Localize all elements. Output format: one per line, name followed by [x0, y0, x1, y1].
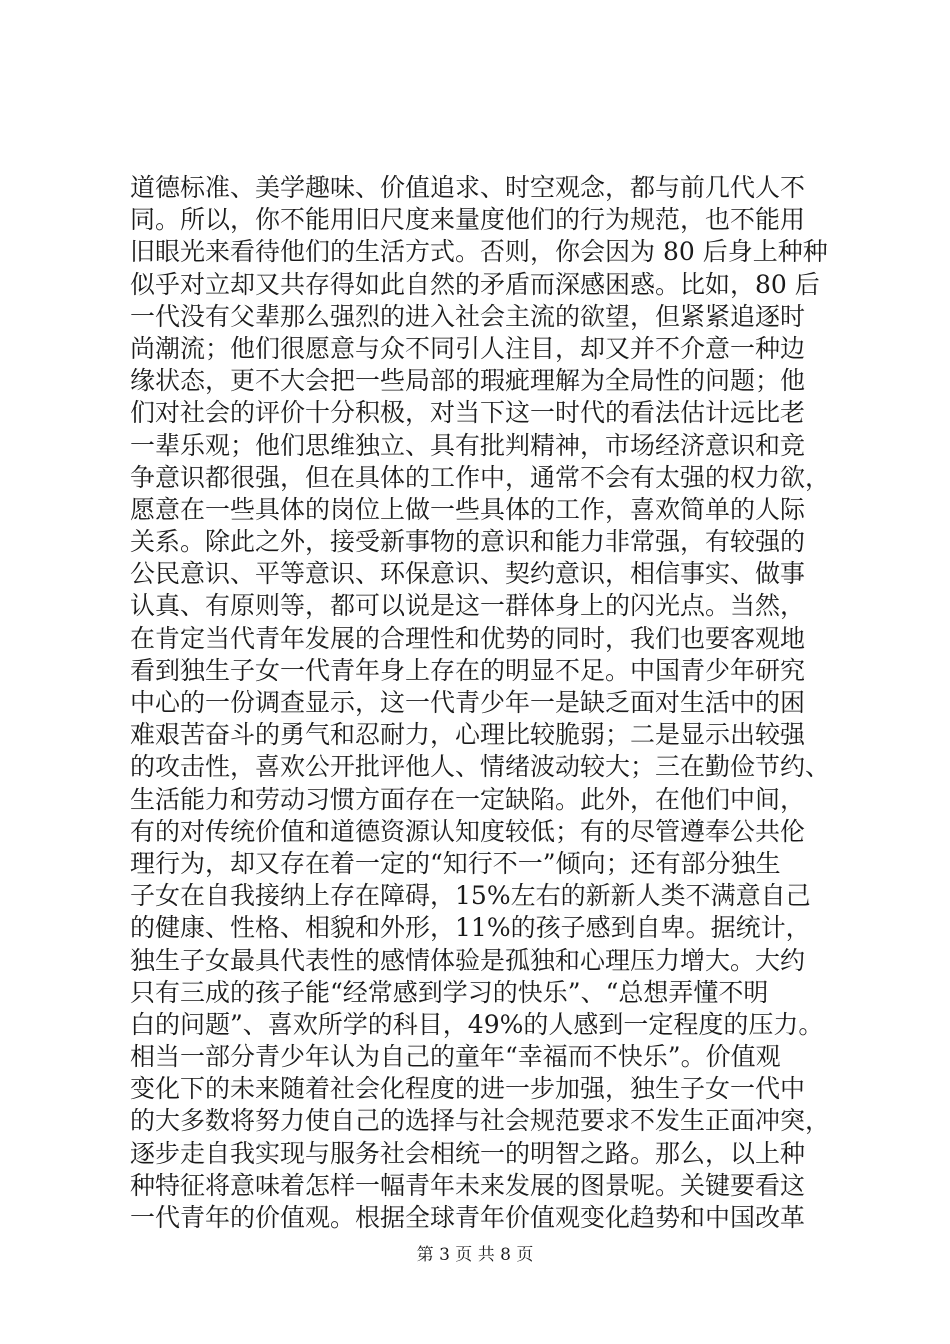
text-line: 的大多数将努力使自己的选择与社会规范要求不发生正面冲突，	[130, 1106, 831, 1136]
text-line: 看到独生子女一代青年身上存在的明显不足。中国青少年研究	[130, 655, 806, 685]
page-footer: 第 3 页 共 8 页	[416, 1245, 534, 1265]
text-line: 缘状态，更不大会把一些局部的瑕疵理解为全局性的问题；他	[130, 366, 806, 396]
text-line: 种特征将意味着怎样一幅青年未来发展的图景呢。关键要看这	[130, 1170, 806, 1200]
text-line: 子女在自我接纳上存在障碍，15%左右的新新人类不满意自己	[130, 881, 811, 911]
text-line: 认真、有原则等，都可以说是这一群体身上的闪光点。当然，	[130, 591, 806, 621]
text-line: 白的问题”、喜欢所学的科目，49%的人感到一定程度的压力。	[130, 1009, 824, 1039]
text-line: 只有三成的孩子能“经常感到学习的快乐”、“总想弄懂不明	[130, 977, 769, 1007]
text-line: 一代青年的价值观。根据全球青年价值观变化趋势和中国改革	[130, 1203, 806, 1232]
text-line: 难艰苦奋斗的勇气和忍耐力，心理比较脆弱；二是显示出较强	[130, 720, 806, 750]
text-line: 理行为，却又存在着一定的“知行不一”倾向；还有部分独生	[130, 848, 781, 878]
text-line: 一代没有父辈那么强烈的进入社会主流的欲望，但紧紧追逐时	[130, 301, 806, 331]
text-line: 旧眼光来看待他们的生活方式。否则，你会因为 80 后身上种种	[130, 237, 828, 267]
text-line: 逐步走自我实现与服务社会相统一的明智之路。那么，以上种	[130, 1138, 806, 1168]
text-line: 的攻击性，喜欢公开批评他人、情绪波动较大；三在勤俭节约、	[130, 752, 831, 782]
text-line: 关系。除此之外，接受新事物的意识和能力非常强，有较强的	[130, 527, 806, 557]
text-line: 中心的一份调查显示，这一代青少年一是缺乏面对生活中的困	[130, 688, 806, 717]
text-line: 们对社会的评价十分积极，对当下这一时代的看法估计远比老	[130, 398, 806, 428]
text-line: 似乎对立却又共存得如此自然的矛盾而深感困惑。比如，80 后	[130, 269, 820, 299]
text-line: 一辈乐观；他们思维独立、具有批判精神，市场经济意识和竞	[130, 430, 806, 460]
text-line: 生活能力和劳动习惯方面存在一定缺陷。此外，在他们中间，	[130, 784, 806, 814]
text-line: 愿意在一些具体的岗位上做一些具体的工作，喜欢简单的人际	[130, 494, 806, 524]
text-line: 相当一部分青少年认为自己的童年“幸福而不快乐”。价值观	[130, 1042, 781, 1072]
text-line: 变化下的未来随着社会化程度的进一步加强，独生子女一代中	[130, 1074, 806, 1104]
text-line: 道德标准、美学趣味、价值追求、时空观念，都与前几代人不	[130, 173, 806, 202]
body-paragraph	[130, 172, 830, 1234]
text-line: 在肯定当代青年发展的合理性和优势的同时，我们也要客观地	[130, 623, 806, 653]
text-line: 的健康、性格、相貌和外形，11%的孩子感到自卑。据统计，	[130, 913, 811, 943]
text-line: 独生子女最具代表性的感情体验是孤独和心理压力增大。大约	[130, 945, 806, 975]
text-line: 争意识都很强，但在具体的工作中，通常不会有太强的权力欲，	[130, 462, 831, 492]
text-line: 公民意识、平等意识、环保意识、契约意识，相信事实、做事	[130, 559, 806, 589]
text-line: 尚潮流；他们很愿意与众不同引人注目，却又并不介意一种边	[130, 333, 806, 363]
text-line: 同。所以，你不能用旧尺度来量度他们的行为规范，也不能用	[130, 205, 806, 235]
text-line: 有的对传统价值和道德资源认知度较低；有的尽管遵奉公共伦	[130, 816, 806, 846]
